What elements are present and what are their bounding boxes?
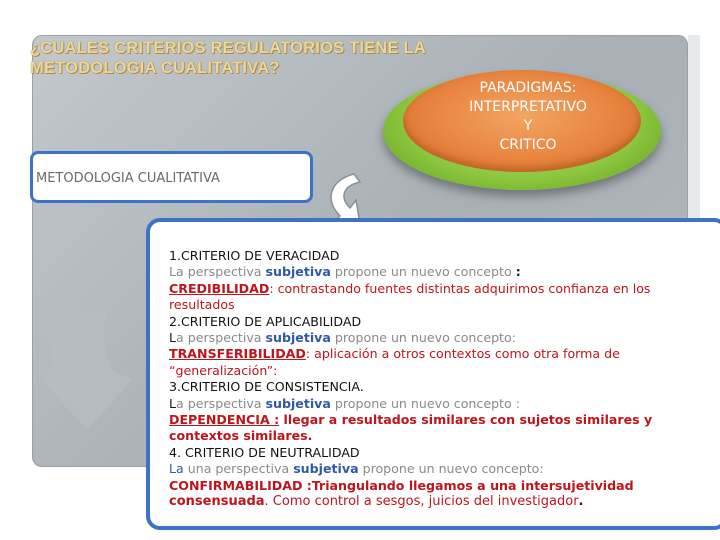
- criterion-3-intro: [169, 396, 720, 412]
- c4-prefix: una perspectiva: [183, 461, 294, 477]
- criterion-1-term-line: [169, 281, 720, 297]
- criterion-4-heading: 4. CRITERIO DE NEUTRALIDAD: [169, 444, 360, 460]
- c1-term: CREDIBILIDAD: [169, 280, 270, 296]
- c4-last-a: consensuada: [169, 494, 265, 510]
- criterion-4-intro: [169, 461, 720, 477]
- methodology-label: [36, 171, 220, 186]
- c2-term: TRANSFERIBILIDAD: [169, 346, 306, 362]
- c2-L: L: [169, 330, 177, 346]
- c1-prefix: La perspectiva: [169, 264, 266, 280]
- criteria-content: [169, 248, 720, 511]
- title-line-2: METODOLOGIA CUALITATIVA?: [30, 59, 280, 77]
- c3-subjetiva: subjetiva: [265, 395, 331, 411]
- paradigm-text: [403, 79, 653, 155]
- c3-L: L: [169, 395, 177, 411]
- c1-desc: : contrastando fuentes distintas adquirimos confianza en los: [269, 280, 651, 296]
- criterion-4-term-line: [169, 478, 720, 494]
- c1-subjetiva: subjetiva: [265, 264, 331, 280]
- criterion-1-heading: 1.CRITERIO DE VERACIDAD: [169, 248, 340, 263]
- criterion-4-last-line: [169, 494, 720, 510]
- c4-term: CONFIRMABILIDAD :: [169, 477, 312, 493]
- large-arrow-icon: [42, 270, 152, 460]
- methodology-label-text: METODOLOGIA CUALITATIVA: [36, 171, 220, 186]
- c2-desc: : aplicación a otros contextos como otra forma de: [305, 346, 620, 362]
- c4-last-c: .: [578, 494, 584, 510]
- criterion-2-desc-2: “generalización”:: [169, 362, 278, 378]
- paradigm-line-1: PARADIGMAS:: [479, 80, 577, 96]
- c4-last-b: . Como control a sesgos, juicios del investigador: [264, 494, 579, 510]
- c4-desc: Triangulando llegamos a una intersujetividad: [311, 477, 634, 493]
- paradigm-line-4: CRITICO: [499, 137, 557, 153]
- c1-colon: :: [515, 264, 521, 280]
- c4-mid: propone un nuevo concepto:: [358, 461, 544, 477]
- criterion-3-term-line: [169, 412, 720, 428]
- c2-mid: propone un nuevo concepto:: [330, 330, 516, 346]
- c3-mid: propone un nuevo concepto :: [330, 395, 520, 411]
- c3-desc: llegar a resultados similares con sujetos similares y: [279, 412, 653, 428]
- criterion-3-desc-2: contextos similares.: [169, 428, 313, 444]
- c2-subjetiva: subjetiva: [265, 330, 331, 346]
- c1-mid: propone un nuevo concepto: [330, 264, 516, 280]
- c3-prefix: a perspectiva: [176, 395, 266, 411]
- c4-La: La: [169, 461, 184, 477]
- slide-title: [30, 38, 550, 78]
- paradigm-line-2: INTERPRETATIVO: [469, 99, 587, 115]
- criterion-2-term-line: [169, 346, 720, 362]
- criterion-1-desc-2: resultados: [169, 297, 235, 313]
- paradigm-line-3: Y: [523, 118, 533, 134]
- c2-prefix: a perspectiva: [176, 330, 266, 346]
- criterion-1-intro: [169, 264, 720, 280]
- criterion-3-heading: 3.CRITERIO DE CONSISTENCIA.: [169, 379, 364, 395]
- criterion-2-heading: 2.CRITERIO DE APLICABILIDAD: [169, 313, 362, 329]
- title-line-1: ¿CUALES CRITERIOS REGULATORIOS TIENE LA: [30, 39, 426, 57]
- criterion-2-intro: [169, 330, 720, 346]
- c4-subjetiva: subjetiva: [293, 461, 359, 477]
- c3-term: DEPENDENCIA :: [169, 412, 280, 428]
